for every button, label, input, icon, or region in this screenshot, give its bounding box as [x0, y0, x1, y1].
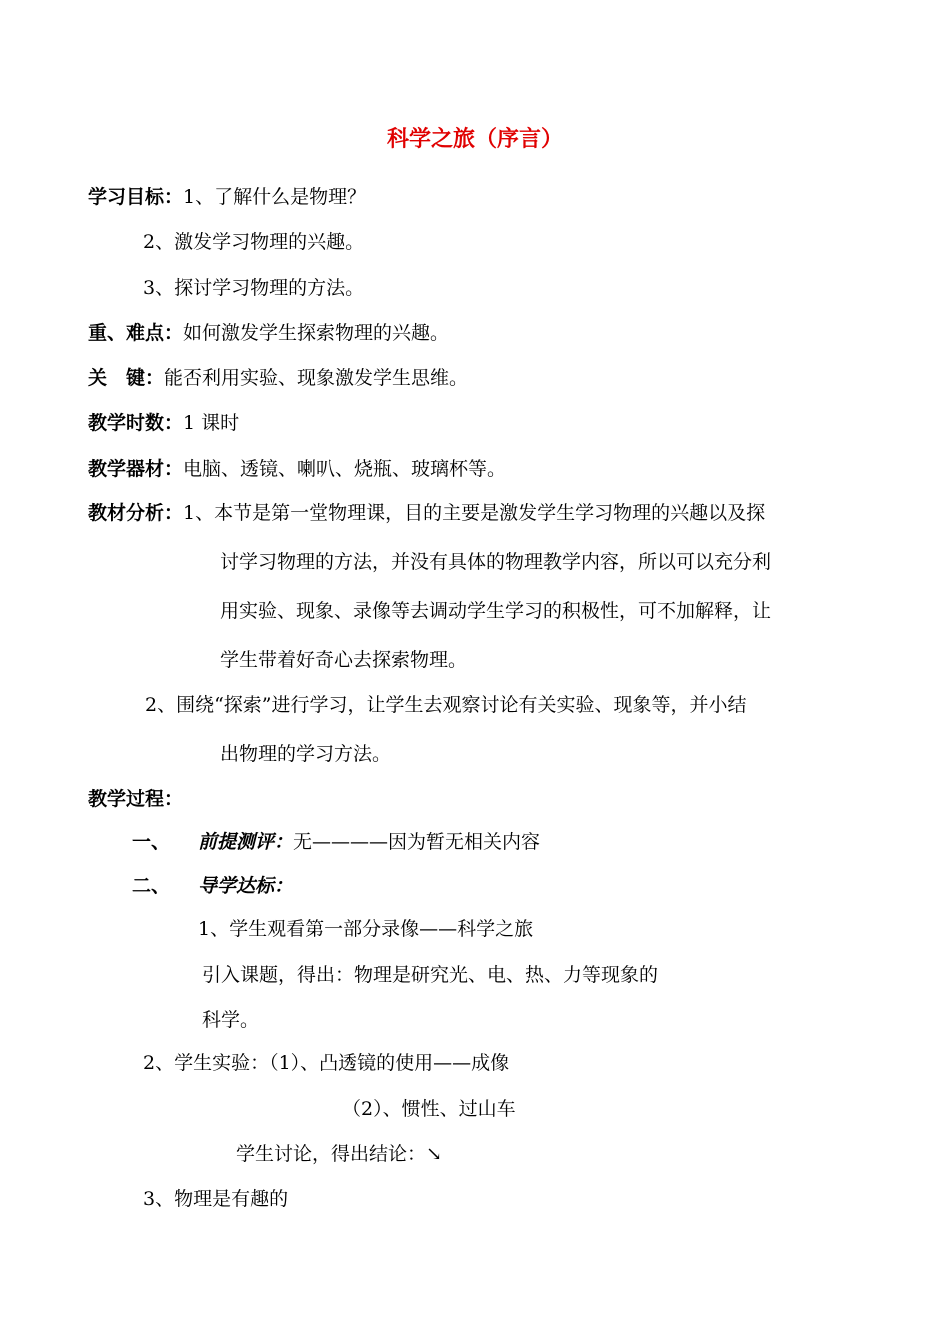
section-2-heading: 导学达标：	[198, 875, 294, 897]
hours-label: 教学时数：	[88, 412, 184, 434]
hours-row	[88, 411, 239, 435]
key-text: 能否利用实验、现象激发学生思维。	[164, 367, 469, 389]
step-1-line: 引入课题，得出：物理是研究光、电、热、力等现象的	[202, 964, 659, 986]
objective-item-3: 3、探讨学习物理的方法。	[143, 277, 365, 299]
step-1-line: 科学。	[202, 1009, 260, 1031]
step-2-line: （2）、惯性、过山车	[342, 1098, 516, 1120]
section-1-number: 一、	[132, 831, 171, 853]
hours-text: 1 课时	[183, 412, 240, 434]
section-1-heading: 前提测评：	[198, 831, 294, 853]
document-title: 科学之旅（序言）	[386, 126, 563, 152]
objective-item-1: 1、了解什么是物理？	[183, 186, 367, 208]
key-label: 关 键：	[88, 367, 165, 389]
key-row	[88, 366, 468, 390]
analysis-line: 出物理的学习方法。	[220, 743, 392, 765]
step-3-line: 3、物理是有趣的	[143, 1188, 289, 1210]
step-2-line: 2、学生实验：（1）、凸透镜的使用——成像	[143, 1052, 510, 1074]
objectives-label: 学习目标：	[88, 186, 184, 208]
key-difficulty-row	[88, 321, 449, 345]
objective-item-2: 2、激发学习物理的兴趣。	[143, 231, 365, 253]
analysis-line: 讨学习物理的方法，并没有具体的物理教学内容，所以可以充分利	[220, 551, 772, 573]
analysis-label: 教材分析：	[88, 502, 184, 524]
objectives-row	[88, 185, 366, 209]
step-1-line: 1、学生观看第一部分录像——科学之旅	[198, 918, 534, 940]
analysis-row	[88, 501, 765, 525]
equipment-row	[88, 457, 506, 481]
analysis-line: 1、本节是第一堂物理课，目的主要是激发学生学习物理的兴趣以及探	[183, 502, 766, 524]
process-label: 教学过程：	[88, 788, 184, 810]
section-1-text: 无————因为暂无相关内容	[293, 831, 541, 853]
section-2-number: 二、	[132, 875, 171, 897]
section-1	[132, 830, 540, 854]
key-difficulty-label: 重、难点：	[88, 322, 184, 344]
key-difficulty-text: 如何激发学生探索物理的兴趣。	[183, 322, 450, 344]
step-2-line: 学生讨论，得出结论：↘	[236, 1143, 442, 1165]
analysis-line: 学生带着好奇心去探索物理。	[220, 649, 468, 671]
equipment-text: 电脑、透镜、喇叭、烧瓶、玻璃杯等。	[183, 458, 507, 480]
analysis-line: 2、围绕“探索”进行学习，让学生去观察讨论有关实验、现象等，并小结	[145, 694, 747, 716]
section-2	[132, 874, 293, 898]
equipment-label: 教学器材：	[88, 458, 184, 480]
analysis-line: 用实验、现象、录像等去调动学生学习的积极性，可不加解释，让	[220, 600, 772, 622]
